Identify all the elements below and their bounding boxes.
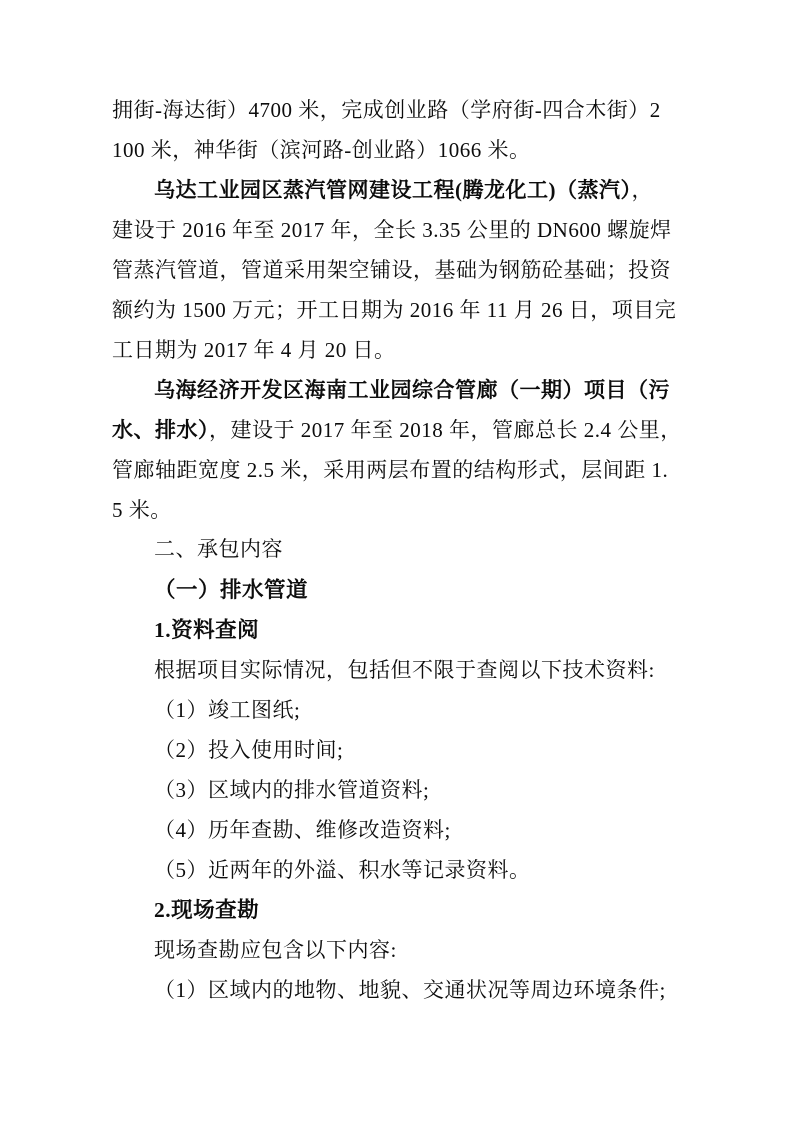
text-run: （1）竣工图纸; [154,698,301,722]
text-line [112,570,708,610]
text-run: 拥街-海达街）4700 米，完成创业路（学府街-四合木街）2 [112,98,661,122]
text-run: 工日期为 2017 年 4 月 20 日。 [112,338,396,362]
text-line [112,730,708,770]
text-line [112,690,708,730]
bold-text-run: 水、排水） [112,418,209,442]
text-line [112,450,708,490]
text-run: 根据项目实际情况，包括但不限于查阅以下技术资料: [154,658,655,682]
text-line [112,610,708,650]
text-line [112,130,708,170]
text-line [112,650,708,690]
text-line [112,970,708,1010]
text-run: 建设于 2016 年至 2017 年，全长 3.35 公里的 DN600 螺旋焊 [112,218,672,242]
text-run: （1）区域内的地物、地貌、交通状况等周边环境条件; [154,978,666,1002]
text-line [112,530,708,570]
text-line [112,490,708,530]
text-run: 管廊轴距宽度 2.5 米，采用两层布置的结构形式，层间距 1. [112,458,669,482]
text-run: 100 米，神华街（滨河路-创业路）1066 米。 [112,138,531,162]
bold-text-run: 1.资料查阅 [154,618,260,642]
text-run: 额约为 1500 万元；开工日期为 2016 年 11 月 26 日，项目完 [112,298,677,322]
text-line [112,850,708,890]
text-line [112,210,708,250]
text-run: （3）区域内的排水管道资料; [154,778,430,802]
text-line [112,410,708,450]
text-line [112,250,708,290]
bold-text-run: （一）排水管道 [154,578,309,602]
bold-text-run: 乌海经济开发区海南工业园综合管廊（一期）项目（污 [154,378,670,402]
text-run: 现场查勘应包含以下内容: [154,938,397,962]
text-line [112,890,708,930]
text-line [112,370,708,410]
text-line [112,930,708,970]
text-line [112,170,708,210]
text-run: ，建设于 2017 年至 2018 年，管廊总长 2.4 公里， [209,418,682,442]
text-run: 管蒸汽管道，管道采用架空铺设，基础为钢筋砼基础；投资 [112,258,671,282]
text-run: ， [631,178,653,202]
text-run: （4）历年查勘、维修改造资料; [154,818,451,842]
text-run: （2）投入使用时间; [154,738,344,762]
text-run: 二、承包内容 [154,538,283,561]
text-line [112,290,708,330]
text-line [112,330,708,370]
text-run: 5 米。 [112,498,172,522]
text-line [112,810,708,850]
text-run: （5）近两年的外溢、积水等记录资料。 [154,858,531,882]
bold-text-run: 2.现场查勘 [154,898,260,922]
text-line [112,90,708,130]
bold-text-run: 乌达工业园区蒸汽管网建设工程(腾龙化工)（蒸汽） [154,178,632,202]
text-line [112,770,708,810]
document-text [112,90,708,1010]
